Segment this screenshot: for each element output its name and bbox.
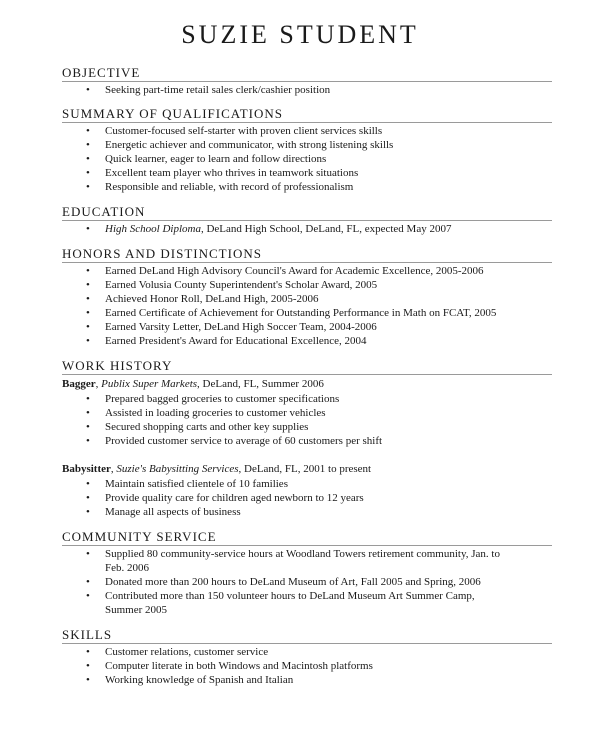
job-title: Babysitter [62, 463, 111, 475]
job-details: , DeLand, FL, Summer 2006 [197, 378, 324, 390]
community-heading: COMMUNITY SERVICE [62, 530, 552, 546]
honors-section [62, 247, 550, 348]
education-heading: EDUCATION [62, 205, 552, 221]
degree-name: High School Diploma [105, 223, 201, 235]
list-item: • Working knowledge of Spanish and Italian [86, 673, 550, 687]
list-item [86, 589, 550, 617]
list-item [86, 547, 550, 575]
education-section [62, 205, 550, 236]
job-header: Babysitter, Suzie's Babysitting Services, DeLand, FL, 2001 to present [62, 463, 372, 475]
summary-list [62, 124, 550, 194]
job-employer: Suzie's Babysitting Services [116, 463, 239, 475]
list-item-line: Supplied 80 community-service hours at Woodland Towers retirement community, Jan. to [105, 548, 500, 560]
list-item: • Assisted in loading groceries to customer vehicles [86, 406, 550, 420]
list-item: • Earned Volusia County Superintendent's Scholar Award, 2005 [86, 278, 550, 292]
work-heading: WORK HISTORY [62, 359, 552, 375]
list-item [86, 575, 550, 589]
list-item [86, 222, 550, 236]
community-list [62, 547, 550, 617]
list-item: • Earned President's Award for Educational Excellence, 2004 [86, 334, 550, 348]
list-item: • Quick learner, eager to learn and follow directions [86, 152, 550, 166]
objective-list [62, 83, 550, 97]
education-details: , DeLand High School, DeLand, FL, expected May 2007 [200, 223, 452, 235]
list-item-line: Donated more than 200 hours to DeLand Museum of Art, Fall 2005 and Spring, 2006 [105, 576, 481, 588]
list-item: • Customer relations, customer service [86, 645, 550, 659]
objective-section [62, 66, 550, 97]
list-item: • Seeking part-time retail sales clerk/cashier position [86, 83, 550, 97]
list-item: • Earned DeLand High Advisory Council's Award for Academic Excellence, 2005-2006 [86, 264, 550, 278]
candidate-name: SUZIE STUDENT [181, 20, 419, 49]
list-item-line: Contributed more than 150 volunteer hours to DeLand Museum Art Summer Camp, [105, 590, 475, 602]
job-duties [62, 392, 550, 448]
list-item: • Excellent team player who thrives in teamwork situations [86, 166, 550, 180]
objective-heading: OBJECTIVE [62, 66, 552, 82]
list-item: • Customer-focused self-starter with proven client services skills [86, 124, 550, 138]
list-item-line: Feb. 2006 [105, 562, 149, 574]
skills-section [62, 628, 550, 687]
job-header: Bagger, Publix Super Markets, DeLand, FL, Summer 2006 [62, 378, 324, 390]
skills-heading: SKILLS [62, 628, 552, 644]
honors-list [62, 264, 550, 348]
skills-list [62, 645, 550, 687]
list-item: • Secured shopping carts and other key supplies [86, 420, 550, 434]
list-item: • Earned Varsity Letter, DeLand High Soccer Team, 2004-2006 [86, 320, 550, 334]
list-item: • Earned Certificate of Achievement for Outstanding Performance in Math on FCAT, 2005 [86, 306, 550, 320]
work-section [62, 359, 550, 519]
summary-section [62, 107, 550, 194]
list-item: • Prepared bagged groceries to customer specifications [86, 392, 550, 406]
list-item: • Computer literate in both Windows and Macintosh platforms [86, 659, 550, 673]
list-item: • Provide quality care for children aged newborn to 12 years [86, 491, 550, 505]
list-item: • Achieved Honor Roll, DeLand High, 2005-2006 [86, 292, 550, 306]
list-item-line: Summer 2005 [105, 604, 168, 616]
list-item: • Provided customer service to average of 60 customers per shift [86, 434, 550, 448]
community-section [62, 530, 550, 617]
job-details: , DeLand, FL, 2001 to present [238, 463, 372, 475]
honors-heading: HONORS AND DISTINCTIONS [62, 247, 552, 263]
summary-heading: SUMMARY OF QUALIFICATIONS [62, 107, 552, 123]
list-item: • Responsible and reliable, with record of professionalism [86, 180, 550, 194]
list-item: • Manage all aspects of business [86, 505, 550, 519]
list-item: • Maintain satisfied clientele of 10 families [86, 477, 550, 491]
job-title: Bagger [62, 378, 96, 390]
job-duties [62, 477, 550, 519]
list-item: • Energetic achiever and communicator, with strong listening skills [86, 138, 550, 152]
job-employer: Publix Super Markets [101, 378, 198, 390]
education-list [62, 222, 550, 236]
